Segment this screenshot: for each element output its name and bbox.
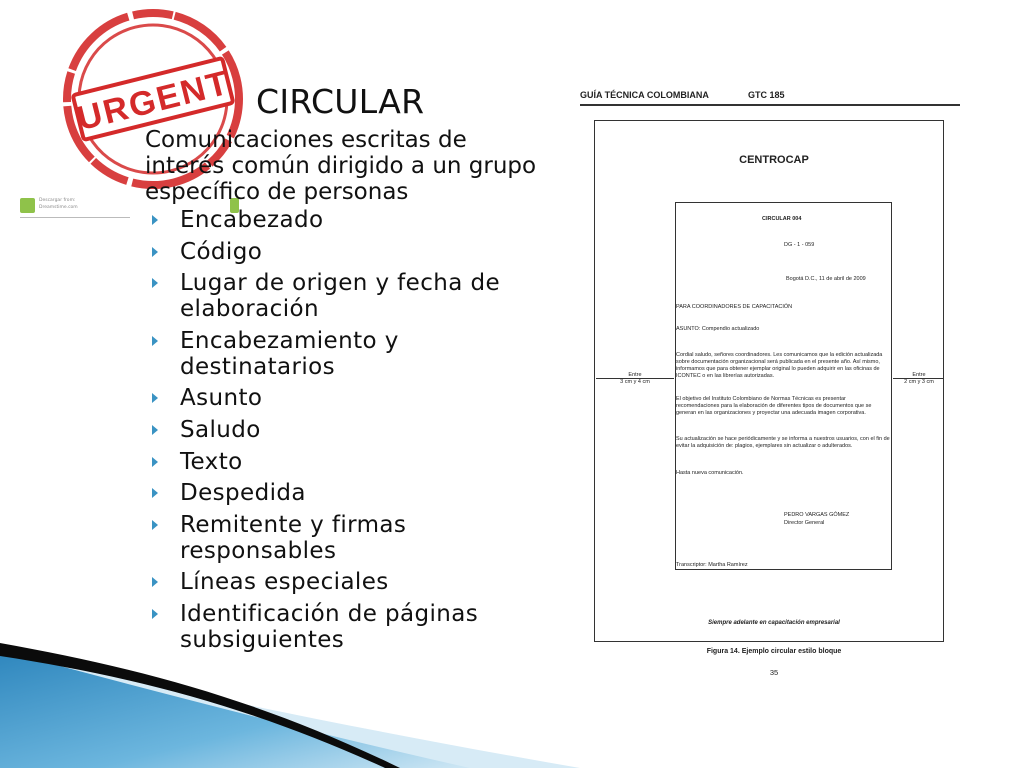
watermark-logo-icon [20,198,35,213]
bullet-text: Saludo [180,416,261,443]
doc-page-number: 35 [769,668,779,677]
bullet-item [152,239,552,265]
bullet-item [152,328,552,380]
doc-signer-title: Director General [784,520,825,526]
doc-paragraph-3: Su actualización se hace periódicamente y se informa a nuestros usuarios, con el fin de evitar la adquisición de: plagios, ejemplares sin actualizar o adulterados. [676,436,890,449]
triangle-arrow-icon [152,278,158,288]
doc-signer-name: PEDRO VARGAS GÓMEZ [784,512,850,518]
stamp-text: URGENT [73,63,234,139]
bullet-text: Despedida [180,480,306,507]
slide-intro: Comunicaciones escritas de interés común dirigido a un grupo específico de personas [145,127,537,205]
triangle-arrow-icon [152,215,158,225]
doc-header-rule [580,104,960,106]
doc-left-margin-label-1: Entre [612,372,658,378]
bullet-item [152,270,552,322]
watermark-rule [20,217,130,218]
doc-left-margin-label-2: 3 cm y 4 cm [620,379,650,385]
doc-closing: Hasta nueva comunicación. [676,470,744,476]
bullet-text: Remitente y firmas responsables [180,511,407,564]
doc-figure-caption: Figura 14. Ejemplo circular estilo bloque [706,648,842,655]
triangle-arrow-icon [152,425,158,435]
doc-header-right: GTC 185 [748,90,785,100]
doc-transcriber: Transcriptor: Martha Ramírez [676,562,748,568]
doc-recipients: PARA COORDINADORES DE CAPACITACIÓN [676,304,793,310]
triangle-arrow-icon [152,609,158,619]
doc-right-margin-label-1: Entre [896,372,942,378]
bullet-item [152,417,552,443]
bullet-text: Encabezado [180,207,324,233]
doc-subject: ASUNTO: Compendio actualizado [676,326,760,332]
bullet-text: Código [180,238,263,265]
circular-example-image [562,82,986,682]
slide-title: CIRCULAR [256,82,425,121]
triangle-arrow-icon [152,577,158,587]
doc-header-left: GUÍA TÉCNICA COLOMBIANA [580,90,709,100]
bullet-item [152,385,552,411]
triangle-arrow-icon [152,393,158,403]
bullet-text: Encabezamiento y destinatarios [180,327,399,380]
doc-paragraph-2: El objetivo del Instituto Colombiano de Normas Técnicas es presentar recomendaciones para la elaboración de diferentes tipos de documentos que se generan en las organizaciones y proyectar una adecuada imagen corporativa. [676,396,872,416]
doc-tagline: Siempre adelante en capacitación empresarial [708,620,840,626]
doc-place-date: Bogotá D.C., 11 de abril de 2009 [786,276,866,282]
triangle-arrow-icon [152,336,158,346]
watermark-line1: Descargar from: [39,198,76,203]
bullet-list [152,207,552,659]
bullet-text: Asunto [180,385,263,412]
triangle-arrow-icon [152,488,158,498]
watermark-line2: Dreamstime.com [39,205,78,210]
bullet-text: Texto [180,448,243,475]
triangle-arrow-icon [152,457,158,467]
bullet-text: Identificación de páginas subsiguientes [180,600,479,653]
bullet-text: Líneas especiales [180,569,389,596]
doc-right-margin-label-2: 2 cm y 3 cm [904,379,934,385]
bullet-item [152,601,552,653]
doc-code: DG - 1 - 059 [784,242,815,248]
bullet-text: Lugar de origen y fecha de elaboración [180,270,501,323]
triangle-arrow-icon [152,520,158,530]
bullet-item [152,480,552,506]
bullet-item [152,512,552,564]
doc-brand: CENTROCAP [739,154,809,166]
bullet-item [152,207,552,233]
doc-circular-number: CIRCULAR 004 [762,216,802,222]
triangle-arrow-icon [152,247,158,257]
bullet-item [152,569,552,595]
watermark-credit [20,196,130,216]
doc-paragraph-1: Cordial saludo, señores coordinadores. Les comunicamos que la edición actualizada sobre documentación organizacional será publicada en el presente año. Así mismo, informamos que para obtener ejemplar original lo pueden adquirir en las oficinas de ICONTEC o en las librerías autorizadas. [676,352,883,379]
bullet-item [152,449,552,475]
